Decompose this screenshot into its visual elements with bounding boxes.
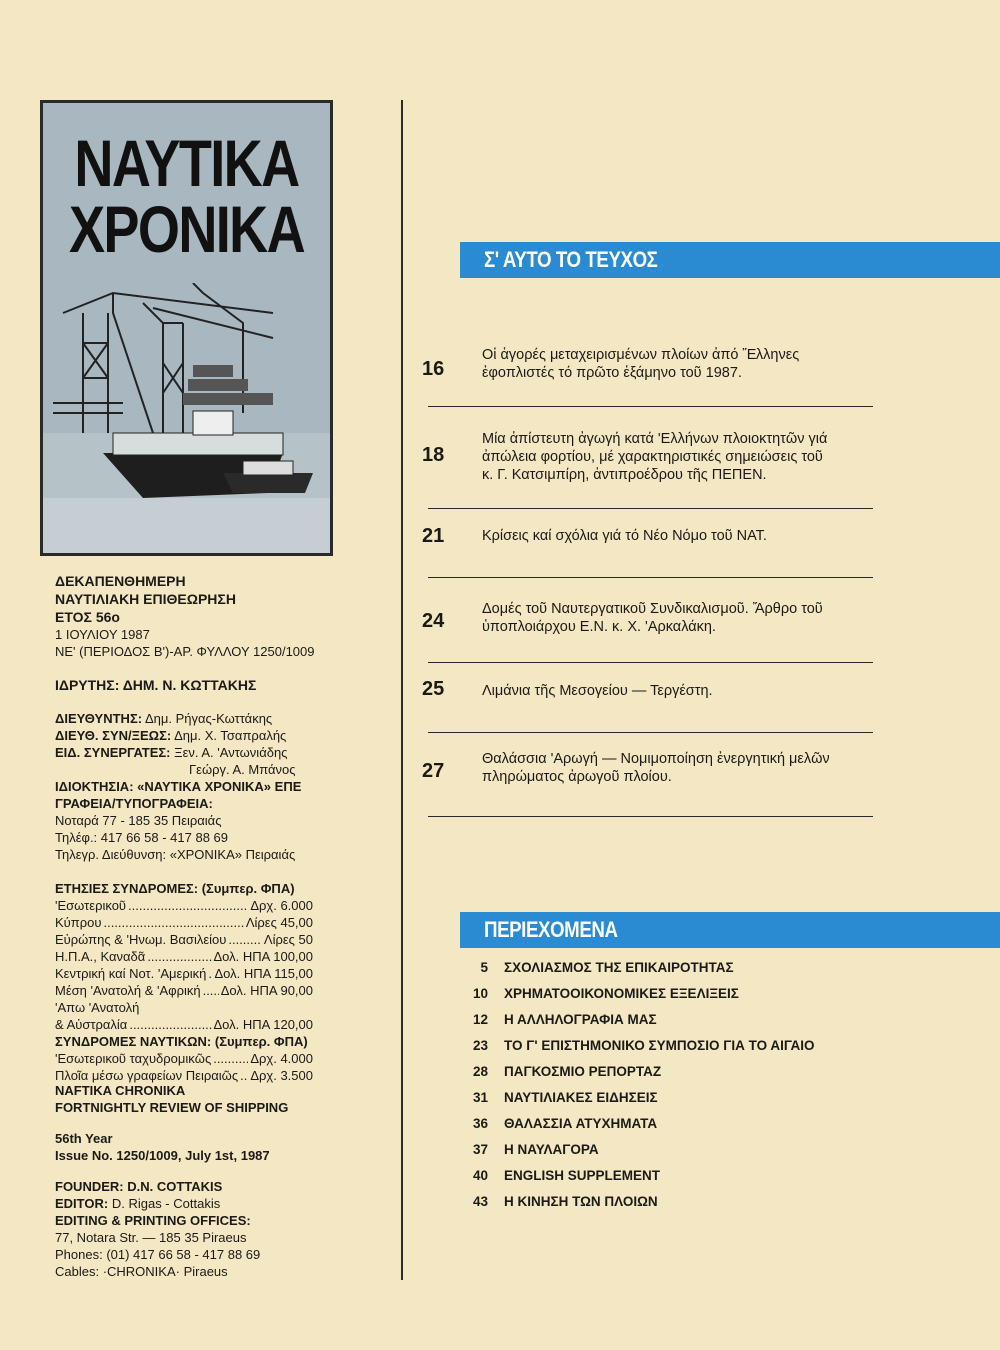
contents-banner: [460, 912, 1000, 948]
item-separator: [428, 508, 873, 509]
item-separator: [428, 662, 873, 663]
english-info: [55, 1082, 288, 1280]
editor-name: Δημ. Χ. Τσαπραλής: [174, 728, 287, 743]
director-label: ΔΙΕΥΘΥΝΤΗΣ:: [55, 711, 143, 726]
founder-greek: ΙΔΡΥΤΗΣ: ΔΗΜ. Ν. ΚΩΤΤΑΚΗΣ: [55, 677, 257, 693]
subscriptions-block: [55, 880, 313, 1084]
issue-item-page: 25: [422, 678, 445, 700]
english-editor-label: EDITOR:: [55, 1196, 109, 1211]
issue-date: 1 ΙΟΥΛΙΟΥ 1987: [55, 627, 150, 642]
subscriptions-header: ΕΤΗΣΙΕΣ ΣΥΝΔΡΟΜΕΣ: (Συμπερ. ΦΠΑ): [55, 881, 295, 896]
english-founder: FOUNDER: D.N. COTTAKIS: [55, 1179, 223, 1194]
offices-label: ΓΡΑΦΕΙΑ/ΤΥΠΟΓΡΑΦΕΙΑ:: [55, 796, 213, 811]
editor-label: ΔΙΕΥΘ. ΣΥΝ/ΞΕΩΣ:: [55, 728, 172, 743]
cover-image: [40, 100, 333, 556]
masthead: [55, 572, 315, 694]
phone: Τηλέφ.: 417 66 58 - 417 88 69: [55, 830, 228, 845]
telegram: Τηλεγρ. Διεύθυνση: «ΧΡΟΝΙΚΑ» Πειραιάς: [55, 847, 296, 862]
issue-number: ΝΕ' (ΠΕΡΙΟΔΟΣ Β')-ΑΡ. ΦΥΛΛΟΥ 1250/1009: [55, 644, 315, 659]
contents-row: 23 ΤΟ Γ' ΕΠΙΣΤΗΜΟΝΙΚΟ ΣΥΜΠΟΣΙΟ ΓΙΑ ΤΟ ΑΙΓΑΙΟ: [472, 1038, 815, 1053]
owner: ΙΔΙΟΚΤΗΣΙΑ: «ΝΑΥΤΙΚΑ ΧΡΟΝΙΚΑ» ΕΠΕ: [55, 779, 302, 794]
contents-title: ΠΕΡΙΕΧΟΜΕΝΑ: [484, 917, 618, 942]
contents-row: 31 ΝΑΥΤΙΛΙΑΚΕΣ ΕΙΔΗΣΕΙΣ: [472, 1090, 658, 1105]
subscription-row: Πλοῖα μέσω γραφείων Πειραιῶς ..... Δρχ. 3.500: [55, 1067, 313, 1084]
issue-item-page: 16: [422, 358, 445, 380]
subscription-row: Κύπρου ..... Λίρες 45,00: [55, 914, 313, 931]
contents-row: 40 ENGLISH SUPPLEMENT: [472, 1168, 661, 1183]
issue-item-text: Κρίσεις καί σχόλια γιά τό Νέο Νόμο τοῦ ΝΑΤ.: [482, 528, 767, 544]
in-this-issue-title: Σ' ΑΥΤΟ ΤΟ ΤΕΥΧΟΣ: [484, 247, 658, 272]
contents-row: 12 Η ΑΛΛΗΛΟΓΡΑΦΙΑ ΜΑΣ: [472, 1012, 657, 1027]
contents-row: 36 ΘΑΛΑΣΣΙΑ ΑΤΥΧΗΜΑΤΑ: [472, 1116, 658, 1131]
subscription-row: 'Εσωτερικοῦ ..... Δρχ. 6.000: [55, 897, 313, 914]
english-editor: D. Rigas - Cottakis: [111, 1196, 221, 1211]
contents-row: 28 ΠΑΓΚΟΣΜΙΟ ΡΕΠΟΡΤΑΖ: [472, 1064, 662, 1079]
cover-title-line1: ΝΑΥΤΙΚΑ: [74, 126, 299, 200]
subscription-row: 'Εσωτερικοῦ ταχυδρομικῶς ..... Δρχ. 4.000: [55, 1050, 313, 1067]
contents-row: 43 Η ΚΙΝΗΣΗ ΤΩΝ ΠΛΟΙΩΝ: [472, 1194, 658, 1209]
english-tagline: FORTNIGHTLY REVIEW OF SHIPPING: [55, 1100, 289, 1115]
staff-block: [55, 710, 301, 863]
port-crane-ship-illustration: [43, 283, 330, 553]
contrib-label: ΕΙΔ. ΣΥΝΕΡΓΑΤΕΣ:: [55, 745, 171, 760]
nautical-header: ΣΥΝΔΡΟΜΕΣ ΝΑΥΤΙΚΩΝ: (Συμπερ. ΦΠΑ): [55, 1034, 308, 1049]
issue-item-page: 27: [422, 760, 445, 782]
subscription-row: Κεντρική καί Νοτ. 'Αμερική ..... Δολ. ΗΠΑ 115,00: [55, 965, 313, 982]
contents-row: 10 ΧΡΗΜΑΤΟΟΙΚΟΝΟΜΙΚΕΣ ΕΞΕΛΙΞΕΙΣ: [472, 986, 739, 1001]
issue-item-text: Μία ἀπίστευτη ἀγωγή κατά 'Ελλήνων πλοιοκτητῶν γιά ἀπώλεια φορτίου, μέ χαρακτηριστικές σημειώσεις τοῦ κ. Γ. Κατσιμπίρη, ἀντιπροέδρου τῆς ΠΕΠΕΝ.: [482, 431, 828, 483]
english-year: 56th Year: [55, 1131, 113, 1146]
item-separator: [428, 816, 873, 817]
item-separator: [428, 406, 873, 407]
english-phones: Phones: (01) 417 66 58 - 417 88 69: [55, 1247, 261, 1262]
issue-item-text: Θαλάσσια 'Αρωγή — Νομιμοποίηση ἐνεργητική μελῶν πληρώματος ἀρωγοῦ πλοίου.: [482, 751, 830, 785]
english-offices: EDITING & PRINTING OFFICES:: [55, 1213, 251, 1228]
english-issue: Issue No. 1250/1009, July 1st, 1987: [55, 1148, 270, 1163]
subscription-row: Εὐρώπης & 'Ηνωμ. Βασιλείου ..... Λίρες 50: [55, 931, 313, 948]
far-east-line1: 'Απω 'Ανατολή: [55, 1000, 140, 1015]
masthead-line1: ΔΕΚΑΠΕΝΘΗΜΕΡΗ: [55, 573, 186, 589]
issue-item-page: 21: [422, 525, 445, 547]
issue-item-text: Οἱ ἀγορές μεταχειρισμένων πλοίων ἀπό Ἕλληνες ἐφοπλιστές τό πρῶτο ἑξάμηνο τοῦ 1987.: [482, 347, 800, 381]
cover-title-line2: ΧΡΟΝΙΚΑ: [68, 192, 305, 266]
subscription-row: Η.Π.Α., Καναδᾶ ..... Δολ. ΗΠΑ 100,00: [55, 948, 313, 965]
issue-item-text: Δομές τοῦ Ναυτεργατικοῦ Συνδικαλισμοῦ. Ἄρθρο τοῦ ὑποπλοιάρχου Ε.Ν. κ. Χ. 'Αρκαλάκη.: [482, 601, 823, 635]
column-divider: [401, 100, 403, 1280]
subscription-row: Μέση 'Ανατολή & 'Αφρική ..... Δολ. ΗΠΑ 90,00: [55, 982, 313, 999]
contrib-name-2: Γεώργ. Α. Μπάνος: [189, 762, 296, 777]
contents-row: 37 Η ΝΑΥΛΑΓΟΡΑ: [472, 1142, 599, 1157]
contrib-name-1: Ξεν. Α. 'Αντωνιάδης: [174, 745, 288, 760]
issue-item-page: 24: [422, 610, 445, 632]
masthead-line3: ΕΤΟΣ 56ο: [55, 609, 120, 625]
contents-row: 5 ΣΧΟΛΙΑΣΜΟΣ ΤΗΣ ΕΠΙΚΑΙΡΟΤΗΤΑΣ: [480, 960, 734, 975]
english-address: 77, Notara Str. — 185 35 Piraeus: [55, 1230, 247, 1245]
english-name: NAFTIKA CHRONIKA: [55, 1083, 186, 1098]
issue-item-text: Λιμάνια τῆς Μεσογείου — Τεργέστη.: [482, 683, 713, 699]
subscription-row: & Αὐστραλία ..... Δολ. ΗΠΑ 120,00: [55, 1016, 313, 1033]
masthead-line2: ΝΑΥΤΙΛΙΑΚΗ ΕΠΙΘΕΩΡΗΣΗ: [55, 591, 236, 607]
english-cables: Cables: ·CHRONIKA· Piraeus: [55, 1264, 228, 1279]
item-separator: [428, 577, 873, 578]
director-name: Δημ. Ρήγας-Κωττάκης: [144, 711, 273, 726]
item-separator: [428, 732, 873, 733]
in-this-issue-banner: [460, 242, 1000, 278]
address: Νοταρά 77 - 185 35 Πειραιάς: [55, 813, 222, 828]
issue-item-page: 18: [422, 444, 445, 466]
